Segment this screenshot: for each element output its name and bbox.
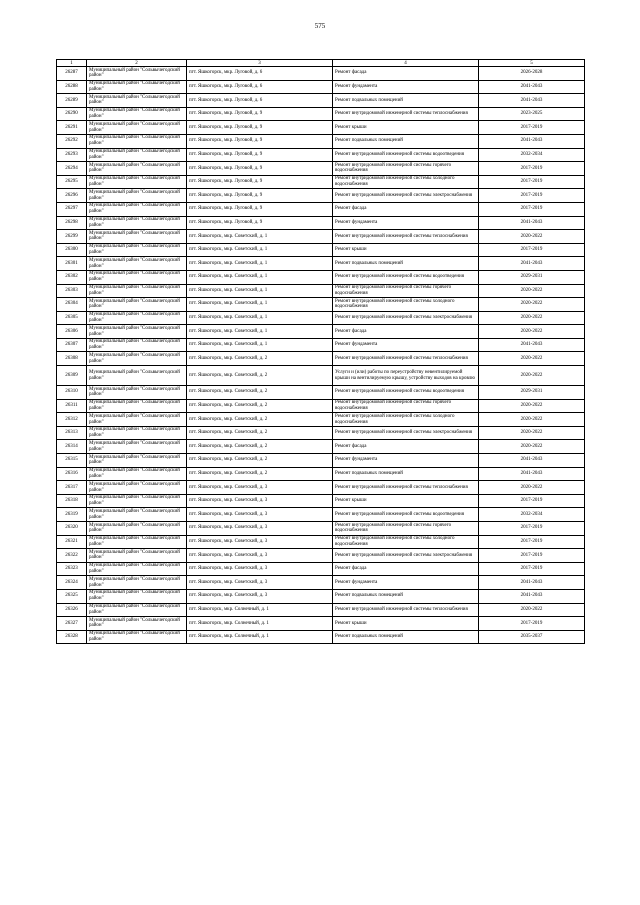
address-cell: пгт. Яшкогорск, мкр. Советский, д. 3 (187, 522, 333, 536)
table-row (57, 576, 585, 590)
table-row (57, 454, 585, 468)
address-cell: пгт. Яшкогорск, мкр. Советский, д. 2 (187, 440, 333, 454)
table-row (57, 134, 585, 148)
district-cell: Муниципальный район "Сольвычегодский район" (87, 494, 187, 508)
row-number-cell: 26295 (57, 175, 87, 189)
period-cell: 2017-2019 (479, 549, 585, 563)
address-cell: пгт. Яшкогорск, мкр. Советский, д. 3 (187, 549, 333, 563)
row-number-cell: 26328 (57, 630, 87, 644)
row-number-cell: 26316 (57, 467, 87, 481)
district-cell: Муниципальный район "Сольвычегодский район" (87, 270, 187, 284)
work-type-cell: Ремонт фундамента (333, 454, 479, 468)
table-row (57, 94, 585, 108)
address-cell: пгт. Яшкогорск, мкр. Солнечный, д. 1 (187, 617, 333, 631)
period-cell: 2017-2019 (479, 243, 585, 257)
period-cell: 2020-2022 (479, 366, 585, 386)
table-row (57, 230, 585, 244)
table-row (57, 589, 585, 603)
row-number-cell: 26297 (57, 202, 87, 216)
address-cell: пгт. Яшкогорск, мкр. Луговой, д. 9 (187, 202, 333, 216)
row-number-cell: 26294 (57, 162, 87, 176)
table-row (57, 189, 585, 203)
period-cell: 2026-2028 (479, 67, 585, 81)
period-cell: 2041-2043 (479, 576, 585, 590)
district-cell: Муниципальный район "Сольвычегодский район" (87, 175, 187, 189)
period-cell: 2017-2019 (479, 121, 585, 135)
period-cell: 2017-2019 (479, 535, 585, 549)
row-number-cell: 26296 (57, 189, 87, 203)
work-type-cell: Ремонт внутридомовой инженерной системы холодного водоснабжения (333, 298, 479, 312)
table-row (57, 257, 585, 271)
address-cell: пгт. Яшкогорск, мкр. Советский, д. 3 (187, 481, 333, 495)
district-cell: Муниципальный район "Сольвычегодский район" (87, 386, 187, 400)
address-cell: пгт. Яшкогорск, мкр. Советский, д. 2 (187, 413, 333, 427)
work-type-cell: Ремонт внутридомовой инженерной системы теплоснабжения (333, 481, 479, 495)
work-type-cell: Ремонт фундамента (333, 216, 479, 230)
table-header (57, 60, 585, 67)
row-number-cell: 26290 (57, 107, 87, 121)
period-cell: 2041-2043 (479, 589, 585, 603)
table-row (57, 630, 585, 644)
district-cell: Муниципальный район "Сольвычегодский район" (87, 562, 187, 576)
row-number-cell: 26301 (57, 257, 87, 271)
page-number: 575 (314, 22, 326, 30)
work-type-cell: Ремонт фундамента (333, 80, 479, 94)
address-cell: пгт. Яшкогорск, мкр. Советский, д. 1 (187, 298, 333, 312)
address-cell: пгт. Яшкогорск, мкр. Луговой, д. 6 (187, 67, 333, 81)
work-type-cell: Ремонт крыши (333, 494, 479, 508)
work-type-cell: Ремонт крыши (333, 243, 479, 257)
period-cell: 2041-2043 (479, 216, 585, 230)
row-number-cell: 26289 (57, 94, 87, 108)
row-number-cell: 26314 (57, 440, 87, 454)
work-type-cell: Ремонт внутридомовой инженерной системы водоотведения (333, 270, 479, 284)
district-cell: Муниципальный район "Сольвычегодский район" (87, 535, 187, 549)
work-type-cell: Ремонт внутридомовой инженерной системы холодного водоснабжения (333, 535, 479, 549)
row-number-cell: 26319 (57, 508, 87, 522)
table-row (57, 426, 585, 440)
address-cell: пгт. Яшкогорск, мкр. Советский, д. 1 (187, 311, 333, 325)
period-cell: 2020-2022 (479, 352, 585, 366)
district-cell: Муниципальный район "Сольвычегодский район" (87, 94, 187, 108)
district-cell: Муниципальный район "Сольвычегодский район" (87, 467, 187, 481)
address-cell: пгт. Яшкогорск, мкр. Советский, д. 1 (187, 243, 333, 257)
row-number-cell: 26311 (57, 399, 87, 413)
period-cell: 2020-2022 (479, 230, 585, 244)
period-cell: 2017-2019 (479, 562, 585, 576)
row-number-cell: 26327 (57, 617, 87, 631)
column-header-5: 5 (479, 60, 585, 67)
district-cell: Муниципальный район "Сольвычегодский район" (87, 413, 187, 427)
table-row (57, 549, 585, 563)
work-type-cell: Ремонт внутридомовой инженерной системы горячего водоснабжения (333, 399, 479, 413)
address-cell: пгт. Яшкогорск, мкр. Луговой, д. 9 (187, 121, 333, 135)
address-cell: пгт. Яшкогорск, мкр. Советский, д. 3 (187, 535, 333, 549)
row-number-cell: 26310 (57, 386, 87, 400)
period-cell: 2020-2022 (479, 426, 585, 440)
address-cell: пгт. Яшкогорск, мкр. Луговой, д. 9 (187, 107, 333, 121)
period-cell: 2032-2034 (479, 508, 585, 522)
work-type-cell: Ремонт внутридомовой инженерной системы водоотведения (333, 508, 479, 522)
row-number-cell: 26323 (57, 562, 87, 576)
work-type-cell: Ремонт подвальных помещений (333, 134, 479, 148)
period-cell: 2032-2034 (479, 148, 585, 162)
district-cell: Муниципальный район "Сольвычегодский район" (87, 298, 187, 312)
period-cell: 2020-2022 (479, 325, 585, 339)
period-cell: 2041-2043 (479, 338, 585, 352)
row-number-cell: 26303 (57, 284, 87, 298)
address-cell: пгт. Яшкогорск, мкр. Советский, д. 3 (187, 589, 333, 603)
address-cell: пгт. Яшкогорск, мкр. Луговой, д. 6 (187, 80, 333, 94)
address-cell: пгт. Яшкогорск, мкр. Советский, д. 1 (187, 270, 333, 284)
table-row (57, 270, 585, 284)
work-type-cell: Ремонт внутридомовой инженерной системы теплоснабжения (333, 603, 479, 617)
work-type-cell: Ремонт внутридомовой инженерной системы холодного водоснабжения (333, 413, 479, 427)
work-type-cell: Ремонт внутридомовой инженерной системы горячего водоснабжения (333, 162, 479, 176)
row-number-cell: 26292 (57, 134, 87, 148)
table-row (57, 243, 585, 257)
address-cell: пгт. Яшкогорск, мкр. Советский, д. 2 (187, 366, 333, 386)
period-cell: 2017-2019 (479, 202, 585, 216)
work-type-cell: Ремонт внутридомовой инженерной системы электроснабжения (333, 426, 479, 440)
row-number-cell: 26307 (57, 338, 87, 352)
address-cell: пгт. Яшкогорск, мкр. Луговой, д. 9 (187, 175, 333, 189)
row-number-cell: 26321 (57, 535, 87, 549)
table-row (57, 399, 585, 413)
address-cell: пгт. Яшкогорск, мкр. Советский, д. 3 (187, 508, 333, 522)
column-header-4: 4 (333, 60, 479, 67)
address-cell: пгт. Яшкогорск, мкр. Солнечный, д. 1 (187, 603, 333, 617)
table-row (57, 216, 585, 230)
district-cell: Муниципальный район "Сольвычегодский район" (87, 549, 187, 563)
table-row (57, 162, 585, 176)
period-cell: 2029-2031 (479, 270, 585, 284)
address-cell: пгт. Яшкогорск, мкр. Советский, д. 1 (187, 284, 333, 298)
row-number-cell: 26315 (57, 454, 87, 468)
work-type-cell: Ремонт внутридомовой инженерной системы теплоснабжения (333, 230, 479, 244)
row-number-cell: 26312 (57, 413, 87, 427)
period-cell: 2041-2043 (479, 257, 585, 271)
table-row (57, 107, 585, 121)
work-type-cell: Ремонт крыши (333, 617, 479, 631)
period-cell: 2020-2022 (479, 413, 585, 427)
district-cell: Муниципальный район "Сольвычегодский район" (87, 426, 187, 440)
period-cell: 2023-2025 (479, 107, 585, 121)
period-cell: 2020-2022 (479, 440, 585, 454)
row-number-cell: 26299 (57, 230, 87, 244)
district-cell: Муниципальный район "Сольвычегодский район" (87, 589, 187, 603)
address-cell: пгт. Яшкогорск, мкр. Советский, д. 1 (187, 230, 333, 244)
address-cell: пгт. Яшкогорск, мкр. Советский, д. 3 (187, 576, 333, 590)
row-number-cell: 26324 (57, 576, 87, 590)
district-cell: Муниципальный район "Сольвычегодский район" (87, 481, 187, 495)
row-number-cell: 26322 (57, 549, 87, 563)
row-number-cell: 26317 (57, 481, 87, 495)
district-cell: Муниципальный район "Сольвычегодский район" (87, 617, 187, 631)
period-cell: 2041-2043 (479, 80, 585, 94)
row-number-cell: 26326 (57, 603, 87, 617)
period-cell: 2020-2022 (479, 284, 585, 298)
work-type-cell: Ремонт внутридомовой инженерной системы теплоснабжения (333, 352, 479, 366)
period-cell: 2020-2022 (479, 603, 585, 617)
work-type-cell: Ремонт фасада (333, 325, 479, 339)
district-cell: Муниципальный район "Сольвычегодский район" (87, 366, 187, 386)
work-type-cell: Ремонт внутридомовой инженерной системы водоотведения (333, 148, 479, 162)
district-cell: Муниципальный район "Сольвычегодский район" (87, 148, 187, 162)
table-row (57, 386, 585, 400)
period-cell: 2041-2043 (479, 94, 585, 108)
district-cell: Муниципальный район "Сольвычегодский район" (87, 162, 187, 176)
work-type-cell: Ремонт внутридомовой инженерной системы теплоснабжения (333, 107, 479, 121)
address-cell: пгт. Яшкогорск, мкр. Советский, д. 1 (187, 338, 333, 352)
address-cell: пгт. Яшкогорск, мкр. Советский, д. 2 (187, 399, 333, 413)
district-cell: Муниципальный район "Сольвычегодский район" (87, 440, 187, 454)
table-row (57, 508, 585, 522)
work-type-cell: Ремонт внутридомовой инженерной системы холодного водоснабжения (333, 175, 479, 189)
district-cell: Муниципальный район "Сольвычегодский район" (87, 67, 187, 81)
period-cell: 2020-2022 (479, 298, 585, 312)
table-row (57, 535, 585, 549)
table-row (57, 80, 585, 94)
table-row (57, 202, 585, 216)
row-number-cell: 26305 (57, 311, 87, 325)
work-type-cell: Ремонт внутридомовой инженерной системы горячего водоснабжения (333, 284, 479, 298)
table-row (57, 562, 585, 576)
work-type-cell: Ремонт подвальных помещений (333, 589, 479, 603)
district-cell: Муниципальный район "Сольвычегодский район" (87, 284, 187, 298)
district-cell: Муниципальный район "Сольвычегодский район" (87, 522, 187, 536)
district-cell: Муниципальный район "Сольвычегодский район" (87, 603, 187, 617)
row-number-cell: 26300 (57, 243, 87, 257)
row-number-cell: 26298 (57, 216, 87, 230)
district-cell: Муниципальный район "Сольвычегодский район" (87, 311, 187, 325)
period-cell: 2017-2019 (479, 522, 585, 536)
address-cell: пгт. Яшкогорск, мкр. Советский, д. 2 (187, 386, 333, 400)
table-row (57, 121, 585, 135)
district-cell: Муниципальный район "Сольвычегодский район" (87, 399, 187, 413)
table-row (57, 603, 585, 617)
row-number-cell: 26313 (57, 426, 87, 440)
address-cell: пгт. Яшкогорск, мкр. Советский, д. 2 (187, 426, 333, 440)
district-cell: Муниципальный район "Сольвычегодский район" (87, 508, 187, 522)
table-row (57, 311, 585, 325)
district-cell: Муниципальный район "Сольвычегодский район" (87, 107, 187, 121)
row-number-cell: 26318 (57, 494, 87, 508)
table-row (57, 413, 585, 427)
table-row (57, 366, 585, 386)
district-cell: Муниципальный район "Сольвычегодский район" (87, 325, 187, 339)
table-row (57, 325, 585, 339)
period-cell: 2020-2022 (479, 399, 585, 413)
work-type-cell: Ремонт подвальных помещений (333, 630, 479, 644)
district-cell: Муниципальный район "Сольвычегодский район" (87, 576, 187, 590)
work-type-cell: Ремонт внутридомовой инженерной системы водоотведения (333, 386, 479, 400)
period-cell: 2041-2043 (479, 134, 585, 148)
row-number-cell: 26287 (57, 67, 87, 81)
table-row (57, 467, 585, 481)
row-number-cell: 26293 (57, 148, 87, 162)
table-row (57, 617, 585, 631)
address-cell: пгт. Яшкогорск, мкр. Луговой, д. 6 (187, 94, 333, 108)
address-cell: пгт. Яшкогорск, мкр. Советский, д. 2 (187, 454, 333, 468)
table-body (57, 67, 585, 644)
district-cell: Муниципальный район "Сольвычегодский район" (87, 338, 187, 352)
work-type-cell: Ремонт внутридомовой инженерной системы горячего водоснабжения (333, 522, 479, 536)
period-cell: 2035-2037 (479, 630, 585, 644)
table-row (57, 352, 585, 366)
row-number-cell: 26320 (57, 522, 87, 536)
address-cell: пгт. Яшкогорск, мкр. Советский, д. 3 (187, 494, 333, 508)
address-cell: пгт. Яшкогорск, мкр. Луговой, д. 9 (187, 216, 333, 230)
period-cell: 2020-2022 (479, 481, 585, 495)
work-type-cell: Ремонт крыши (333, 121, 479, 135)
row-number-cell: 26288 (57, 80, 87, 94)
header-row (57, 60, 585, 67)
work-type-cell: Ремонт внутридомовой инженерной системы электроснабжения (333, 549, 479, 563)
address-cell: пгт. Яшкогорск, мкр. Советский, д. 1 (187, 325, 333, 339)
row-number-cell: 26325 (57, 589, 87, 603)
table-row (57, 481, 585, 495)
district-cell: Муниципальный район "Сольвычегодский район" (87, 230, 187, 244)
row-number-cell: 26291 (57, 121, 87, 135)
work-type-cell: Ремонт подвальных помещений (333, 467, 479, 481)
period-cell: 2017-2019 (479, 189, 585, 203)
work-type-cell: Ремонт внутридомовой инженерной системы электроснабжения (333, 189, 479, 203)
district-cell: Муниципальный район "Сольвычегодский район" (87, 121, 187, 135)
period-cell: 2041-2043 (479, 467, 585, 481)
work-type-cell: Ремонт фасада (333, 67, 479, 81)
district-cell: Муниципальный район "Сольвычегодский район" (87, 630, 187, 644)
table-row (57, 148, 585, 162)
table-row (57, 175, 585, 189)
capital-repair-table (56, 59, 585, 644)
district-cell: Муниципальный район "Сольвычегодский район" (87, 80, 187, 94)
work-type-cell: Ремонт внутридомовой инженерной системы электроснабжения (333, 311, 479, 325)
table-row (57, 494, 585, 508)
address-cell: пгт. Яшкогорск, мкр. Советский, д. 2 (187, 467, 333, 481)
address-cell: пгт. Яшкогорск, мкр. Советский, д. 1 (187, 257, 333, 271)
table-row (57, 338, 585, 352)
period-cell: 2029-2031 (479, 386, 585, 400)
period-cell: 2017-2019 (479, 175, 585, 189)
district-cell: Муниципальный район "Сольвычегодский район" (87, 202, 187, 216)
work-type-cell: Услуги и (или) работы по переустройству невентилируемой крыши на вентилируемую крышу, устройству выходов на кровлю (333, 366, 479, 386)
district-cell: Муниципальный район "Сольвычегодский район" (87, 189, 187, 203)
work-type-cell: Ремонт фундамента (333, 338, 479, 352)
table-row (57, 67, 585, 81)
address-cell: пгт. Яшкогорск, мкр. Советский, д. 2 (187, 352, 333, 366)
table-row (57, 440, 585, 454)
row-number-cell: 26306 (57, 325, 87, 339)
table-row (57, 298, 585, 312)
table-row (57, 522, 585, 536)
column-header-3: 3 (187, 60, 333, 67)
work-type-cell: Ремонт подвальных помещений (333, 94, 479, 108)
district-cell: Муниципальный район "Сольвычегодский район" (87, 243, 187, 257)
row-number-cell: 26302 (57, 270, 87, 284)
district-cell: Муниципальный район "Сольвычегодский район" (87, 352, 187, 366)
district-cell: Муниципальный район "Сольвычегодский район" (87, 134, 187, 148)
district-cell: Муниципальный район "Сольвычегодский район" (87, 257, 187, 271)
row-number-cell: 26308 (57, 352, 87, 366)
address-cell: пгт. Яшкогорск, мкр. Луговой, д. 9 (187, 189, 333, 203)
work-type-cell: Ремонт фасада (333, 440, 479, 454)
period-cell: 2017-2019 (479, 617, 585, 631)
address-cell: пгт. Яшкогорск, мкр. Солнечный, д. 1 (187, 630, 333, 644)
address-cell: пгт. Яшкогорск, мкр. Луговой, д. 9 (187, 148, 333, 162)
address-cell: пгт. Яшкогорск, мкр. Луговой, д. 9 (187, 162, 333, 176)
district-cell: Муниципальный район "Сольвычегодский район" (87, 454, 187, 468)
period-cell: 2020-2022 (479, 311, 585, 325)
period-cell: 2041-2043 (479, 454, 585, 468)
column-header-2: 2 (87, 60, 187, 67)
column-header-1: 1 (57, 60, 87, 67)
period-cell: 2017-2019 (479, 162, 585, 176)
row-number-cell: 26309 (57, 366, 87, 386)
work-type-cell: Ремонт фасада (333, 202, 479, 216)
work-type-cell: Ремонт фундамента (333, 576, 479, 590)
period-cell: 2017-2019 (479, 494, 585, 508)
district-cell: Муниципальный район "Сольвычегодский район" (87, 216, 187, 230)
table-row (57, 284, 585, 298)
address-cell: пгт. Яшкогорск, мкр. Советский, д. 3 (187, 562, 333, 576)
row-number-cell: 26304 (57, 298, 87, 312)
address-cell: пгт. Яшкогорск, мкр. Луговой, д. 9 (187, 134, 333, 148)
work-type-cell: Ремонт подвальных помещений (333, 257, 479, 271)
work-type-cell: Ремонт фасада (333, 562, 479, 576)
